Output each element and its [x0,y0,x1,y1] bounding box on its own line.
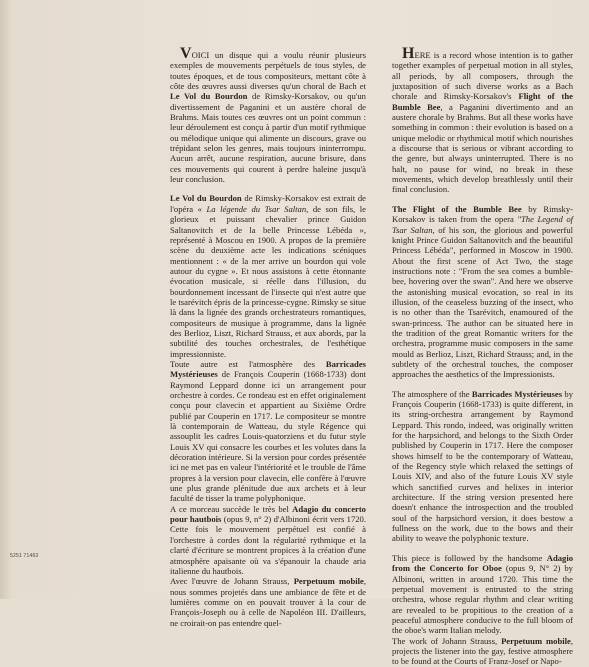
title-adagio: Adagio du concerto pour hautbois [170,503,366,525]
french-strauss-paragraph: Avec l'œuvre de Johann Strauss, Perpetuum mobile, nous sommes projetés dans une ambiance de fête et de lumières comme on en pouvait trouver à la cour de François-Joseph ou à celle de Napoléon III. D'ailleurs, ne croirait-on pas entendre quel- [170,576,366,628]
title-perpetuum-mobile: Perpetuum mobile [293,576,364,587]
french-intro-paragraph: VOICI un disque qui a voulu réunir plusieurs exemples de mouvements perpétuels de tous styles, de toutes époques, et de tous compositeurs, mettant côte à côte des œuvres aussi diverses qu'un choral de Bach et Le Vol du Bourdon de Rimsky-Korsakov, ou qu'un divertissement de Paganini et un austère choral de Brahms. Mais toutes ces œuvres ont un point commun : leur déroulement est conçu à partir d'un motif rythmique ou mélodique unique qui alimente un discours, grave ou trépidant selon les genres, mais toujours ininterrompu. Aucun arrêt, aucune respiration, aucune brisure, dans ces mouvements qui courent à perdre haleine jusqu'à leur conclusion. [170,45,366,185]
french-barricades-paragraph: Toute autre est l'atmosphère des Barricades Mystérieuses de François Couperin (1668-1733) dont Raymond Leppard donne ici un arrangement pour orchestre à cordes. Ce rondeau est en effet originalement conçu pour clavecin et appartient au Sixième Ordre publié par Couperin en 1717. Le compositeur se montre là contemporain de Watteau, du style Régence qui assouplit les cadres Louis-quatorziens et du futur style Louis XV qui consacre les courbes et les volutes dans la décoration intérieure. Si la version pour cordes présentée ici ne met pas en valeur l'intériorité et le trouble de l'âme propres à la version pour clavecin, elle confère à l'œuvre une plus grande plénitude due aux archets et à leur faculté de tisser la trame polyphonique. [170,358,366,504]
title-barricades-mysterieuses: Barricades Mystérieuses [170,358,366,380]
catalog-number: 5251 71463 [10,553,39,559]
sleeve-edge-shadow [0,0,12,599]
english-drop-cap: H [402,45,415,62]
french-adagio-paragraph: A ce morceau succède le très bel Adagio du concerto pour hautbois (opus 9, n° 2) d'Albinoni écrit vers 1720. Cette fois le mouvement perpétuel est confié à l'orchestre à cordes dont la régularité rythmique et la clarté d'écriture se montrent propices à la création d'une atmosphère apaisante où va s'épanouir la chaude aria italienne du hautbois. [170,503,366,576]
title-barricades-mysterieuses: Barricades Mystérieuses [471,388,563,399]
english-adagio-paragraph: This piece is followed by the handsome Adagio from the Concerto for Oboe (opus 9, N° 2) by Albinoni, written in around 1720. This time the perpetual movement is entrusted to the string orchestra, whose regular rhythm and clear writing are revealed to be propitious to the creation of a peaceful atmosphere conducive to the full bloom of the oboe's warm Italian melody. [392,552,573,636]
english-text-column [392,45,574,667]
english-strauss-paragraph: The work of Johann Strauss, Perpetuum mobile, projects the listener into the gay, festive atmosphere to be found at the Courts of Franz-Josef or Napo- [392,635,574,667]
french-drop-cap: V [180,45,192,62]
english-intro-paragraph: HERE is a record whose intention is to gather together examples of perpetual motion in all styles, all periods, by all composers, through the juxtaposition of such diverse works as a Bach chorale and Rimsky-Korsakov's Flight of the Bumble Bee, a Paganini divertimento and an austere chorale by Brahms. But all these works have something in common : their evolution is based on a unique melodic or rhythmical motif which nourishes a discourse that is serious or vibrant according to the genre, but always uninterrupted. There is no halt, no pause for wind, no break in these movements, which develop breathlessly until their final conclusion. [392,45,573,195]
title-flight-of-the-bumble-bee: The Flight of the Bumble Bee [392,203,522,214]
french-bourdon-paragraph: Le Vol du Bourdon de Rimsky-Korsakov est extrait de l'opéra « La légende du Tsar Saltan, de son fils, le glorieux et puissant chevalier prince Guidon Saltanovitch et de la belle Princesse Lébéda », représenté à Moscou en 1900. A propos de la première scène du deuxième acte les indications scéniques mentionnent : « de la mer arrive un bourdon qui vole autour du cygne ». Et nous assistons à cette étonnante évocation musicale, si réelle dans l'illusion, du bourdonnement incessant de l'insecte qui n'est autre que le tsarévitch épris de la princesse-cygne. Rimsky se situe là dans la lignée des grands orchestrateurs romantiques, compositeurs de musique à programme, dans la lignée des Berlioz, Liszt, Richard Strauss, et aux abords, par la subtilité des touches orchestrales, de l'esthétique impressionniste. [170,193,366,359]
title-adagio: Adagio from the Concerto for Oboe [392,552,573,574]
title-flight-of-the-bumble-bee: Flight of the Bumble Bee [392,91,573,112]
title-vol-du-bourdon: Le Vol du Bourdon [170,91,248,102]
english-barricades-paragraph: The atmosphere of the Barricades Mystérieuses by François Couperin (1668-1733) is quite different, in its string-orchestra arrangement by Raymond Leppard. This rondo, indeed, was originally written for the harpsichord, and belongs to the Sixth Order published by Couperin in 1717. Here the composer shows himself to be the contemporary of Watteau, of the Regency style which relaxed the settings of Louis XIV, and also of the future Louis XV style which sanctified curves and helixes in interior architecture. If the string version presented here doesn't enhance the introspection and the troubled soul of the harpsichord version, it does bestow a fullness on the work, due to the bows and their ability to weave the polyphonic texture. [392,388,573,544]
title-vol-du-bourdon: Le Vol du Bourdon [170,193,242,204]
french-text-column [170,45,366,628]
title-perpetuum-mobile: Perpetuum mobile [501,635,571,646]
english-flight-paragraph: The Flight of the Bumble Bee by Rimsky-Korsakov is taken from the opera "The Legend of Tsar Saltan, of his son, the glorious and powerful knight Prince Guidon Saltanovitch and the beautiful Princess Lébéda", performed in Moscow in 1900. About the first scene of Act Two, the stage instructions note : "From the sea comes a bumble-bee, hovering over the swan". And here we observe the astonishing musical evocation, so real in its illusion, of the ceaseless buzzing of the insect, who is no other than the Tsarévitch, enamoured of the swan-princess. The author can be situated here in the tradition of the great Romantic writers for the orchestra, programme music composers in the same mould as Berlioz, Liszt, Richard Strauss; and, in the subtlety of the orchestral touches, the composer approaches the aesthetics of the Impressionists. [392,203,574,380]
